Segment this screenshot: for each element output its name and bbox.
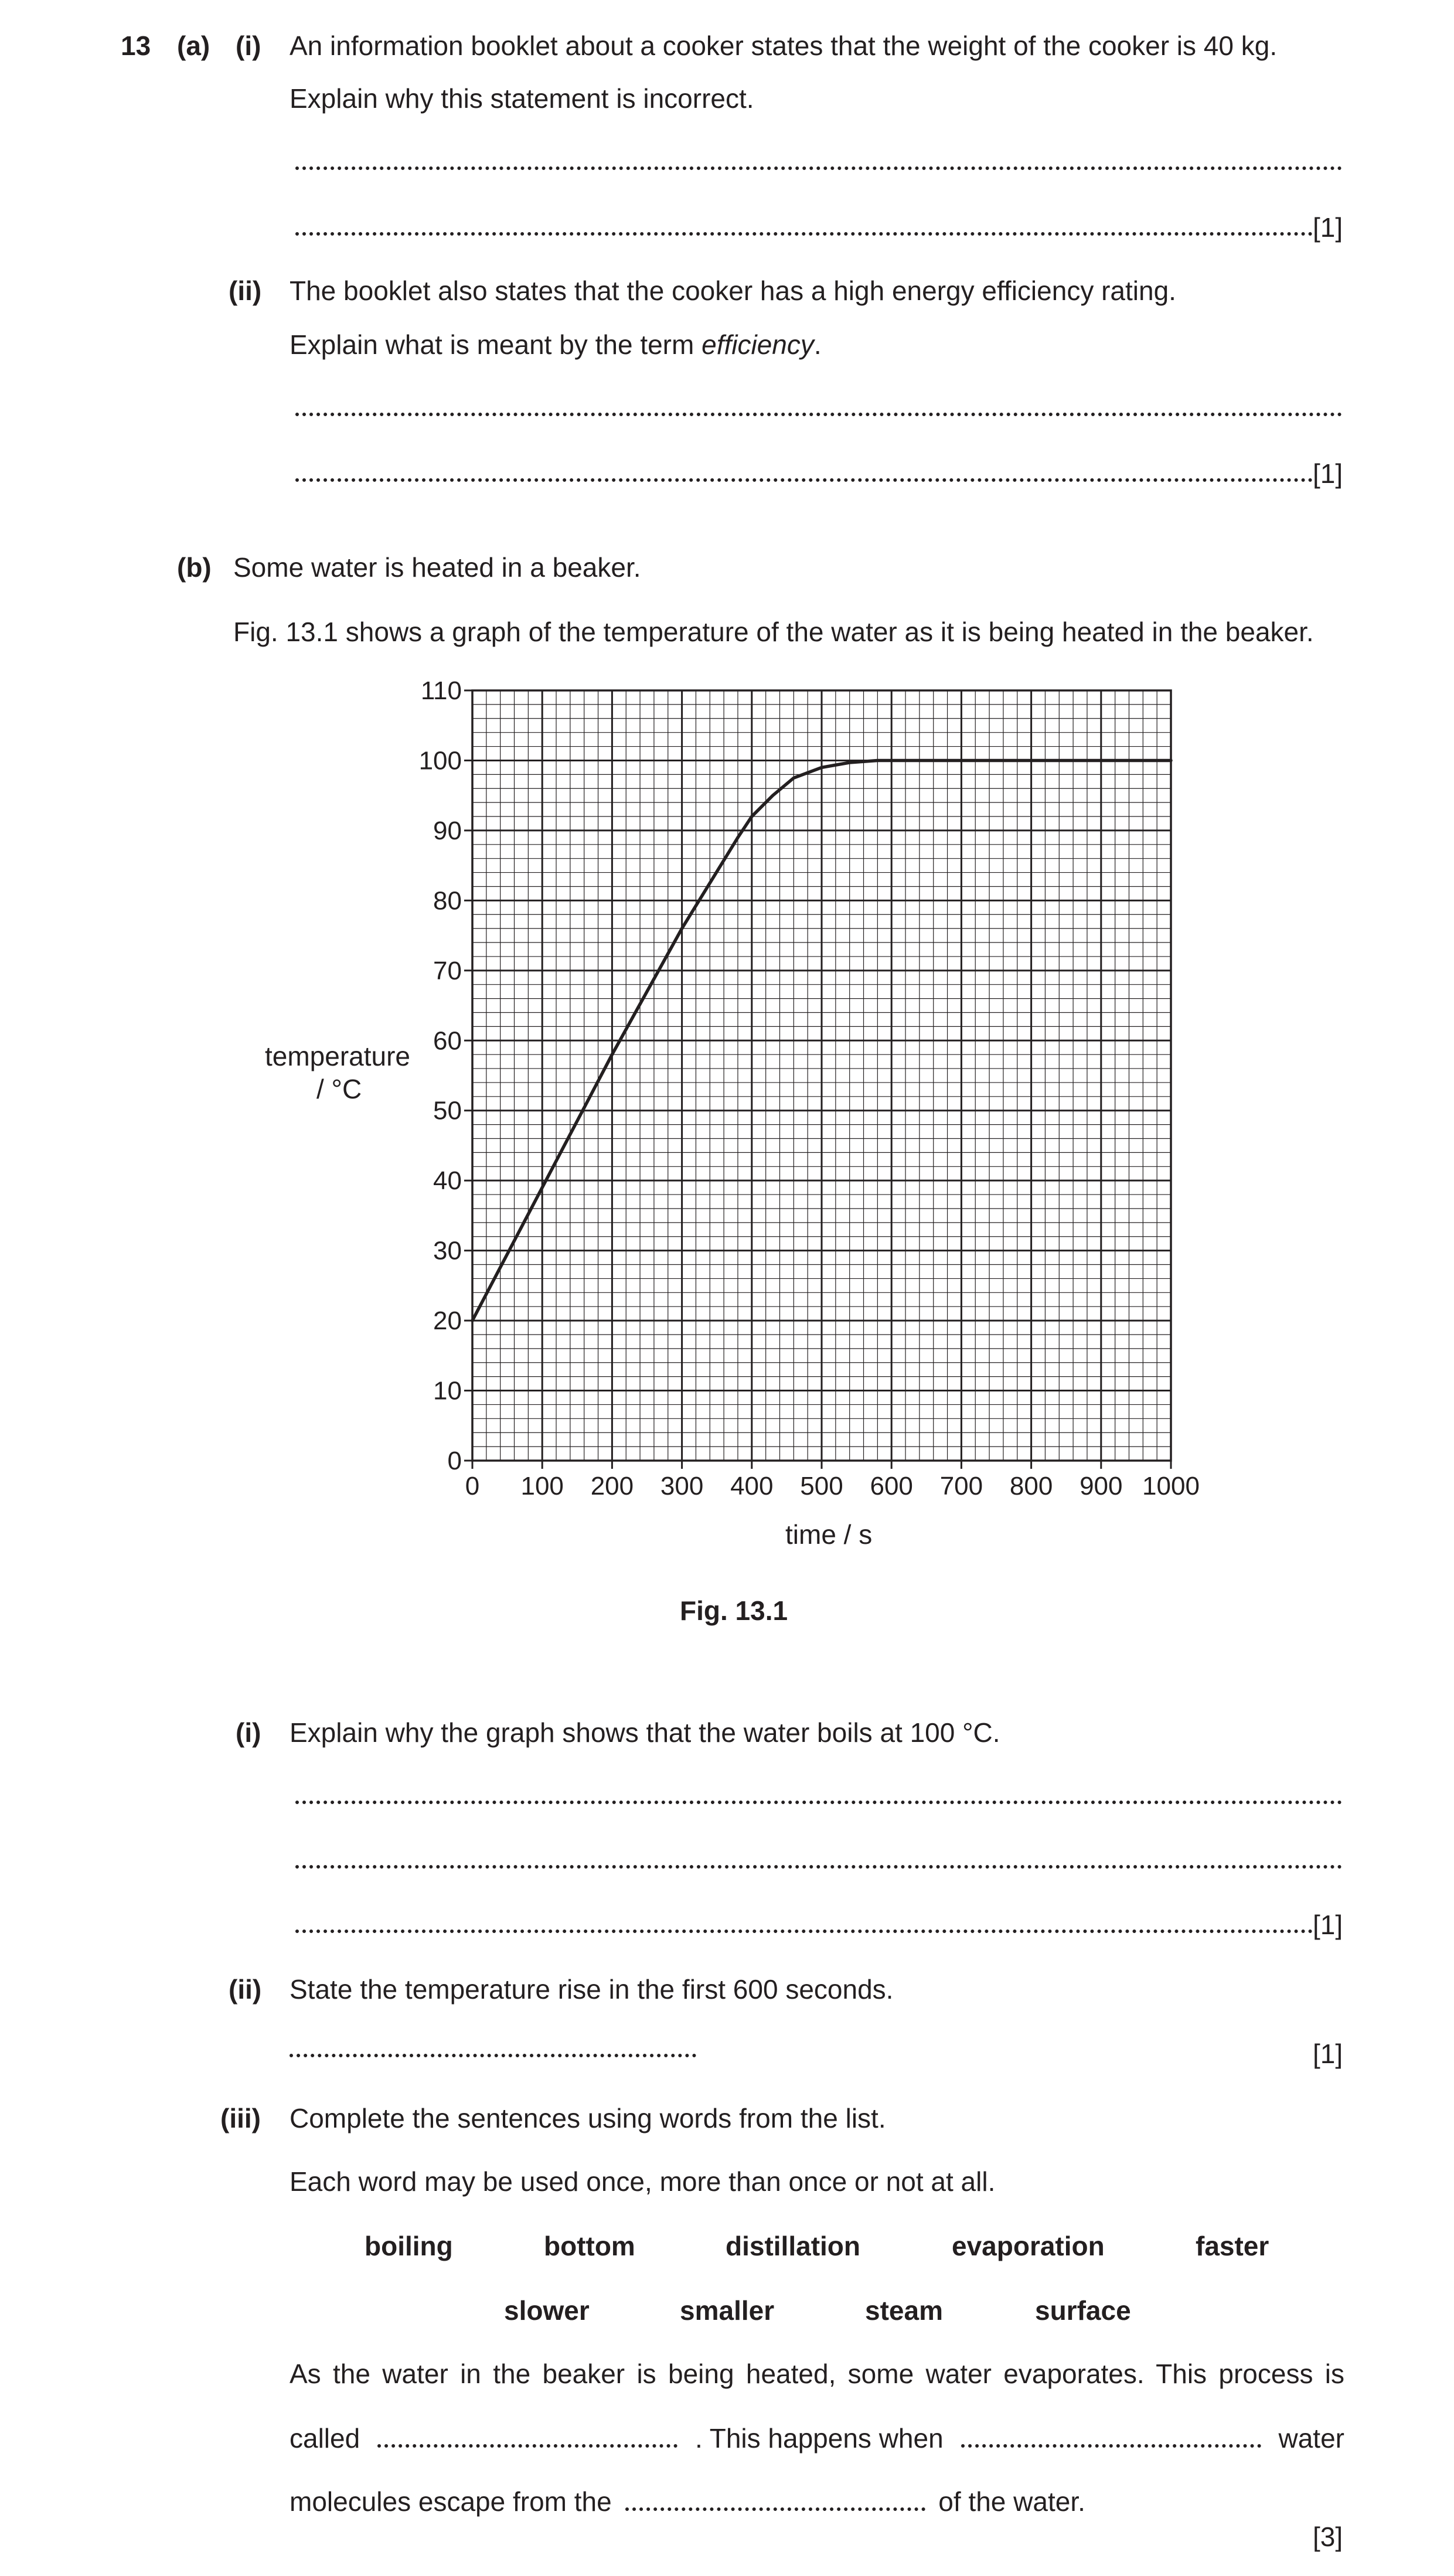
mark-allocation: [1] bbox=[1313, 212, 1343, 243]
y-tick-label: 60 bbox=[433, 1026, 462, 1056]
text-segment: molecules escape from the bbox=[290, 2486, 612, 2517]
mark-allocation: [1] bbox=[1313, 2039, 1343, 2069]
y-tick-label: 40 bbox=[433, 1166, 462, 1196]
part-b-i-text: Explain why the graph shows that the water boils at 100 °C. bbox=[290, 1717, 1000, 1748]
x-tick-label: 0 bbox=[465, 1472, 480, 1500]
answer-line[interactable] bbox=[295, 476, 1313, 482]
mark-allocation: [3] bbox=[1313, 2521, 1343, 2552]
word-list-item: distillation bbox=[726, 2231, 860, 2261]
text-segment: Explain what is meant by the term bbox=[290, 329, 702, 360]
part-a-i-label: (i) bbox=[236, 30, 261, 61]
x-tick-label: 900 bbox=[1080, 1472, 1123, 1500]
y-tick-label: 0 bbox=[447, 1447, 462, 1475]
part-b-ii-label: (ii) bbox=[229, 1974, 262, 2005]
text-segment: water bbox=[1278, 2423, 1344, 2454]
y-tick-label: 50 bbox=[433, 1096, 462, 1125]
text-segment: . This happens when bbox=[695, 2423, 944, 2454]
part-b-iii-label: (iii) bbox=[220, 2103, 261, 2133]
part-a-i-text-line2: Explain why this statement is incorrect. bbox=[290, 83, 754, 114]
answer-line[interactable] bbox=[295, 1863, 1342, 1869]
word-list-item: smaller bbox=[680, 2295, 775, 2326]
x-tick-label: 400 bbox=[730, 1472, 774, 1500]
answer-line[interactable] bbox=[295, 410, 1342, 416]
x-tick-label: 300 bbox=[660, 1472, 704, 1500]
y-tick-label: 20 bbox=[433, 1306, 462, 1336]
fill-in-blank[interactable] bbox=[961, 2427, 1261, 2448]
figure-caption: Fig. 13.1 bbox=[680, 1595, 788, 1626]
answer-line[interactable] bbox=[295, 1798, 1342, 1804]
mark-allocation: [1] bbox=[1313, 458, 1343, 489]
y-tick-label: 110 bbox=[420, 676, 462, 705]
part-b-i-label: (i) bbox=[236, 1717, 261, 1748]
word-list-item: faster bbox=[1196, 2231, 1269, 2261]
figure-intro: Fig. 13.1 shows a graph of the temperature of the water as it is being heated in the beaker. bbox=[233, 617, 1314, 647]
x-tick-label: 600 bbox=[870, 1472, 913, 1500]
x-tick-label: 700 bbox=[939, 1472, 983, 1500]
y-tick-label: 70 bbox=[433, 956, 462, 985]
x-tick-label: 200 bbox=[590, 1472, 634, 1500]
answer-line[interactable] bbox=[295, 230, 1313, 236]
part-b-ii-text: State the temperature rise in the first 600 seconds. bbox=[290, 1974, 894, 2005]
text-segment: called bbox=[290, 2423, 360, 2454]
x-tick-label: 500 bbox=[800, 1472, 843, 1500]
text-segment: . bbox=[813, 329, 822, 360]
sentence-line1: As the water in the beaker is being heated, some water evaporates. This process is bbox=[290, 2359, 1344, 2389]
word-list-item: evaporation bbox=[952, 2231, 1105, 2261]
text-segment: of the water. bbox=[938, 2486, 1085, 2517]
y-tick-label: 90 bbox=[433, 816, 462, 845]
x-tick-label: 1000 bbox=[1142, 1472, 1200, 1500]
temperature-time-graph bbox=[0, 645, 1454, 1653]
x-tick-label: 800 bbox=[1009, 1472, 1053, 1500]
x-tick-label: 100 bbox=[520, 1472, 564, 1500]
y-axis-label-line1: temperature bbox=[265, 1041, 411, 1071]
part-b-iii-text1: Complete the sentences using words from the list. bbox=[290, 2103, 886, 2133]
word-list-item: boiling bbox=[365, 2231, 453, 2261]
y-axis-label-line2: / °C bbox=[316, 1074, 362, 1104]
part-a-ii-label: (ii) bbox=[229, 275, 262, 306]
fill-in-blank[interactable] bbox=[625, 2490, 925, 2511]
answer-line[interactable] bbox=[295, 164, 1342, 170]
part-a-ii-text-line2 bbox=[290, 328, 822, 361]
part-a-i-text-line1: An information booklet about a cooker states that the weight of the cooker is 40 kg. bbox=[290, 30, 1278, 61]
y-tick-label: 30 bbox=[433, 1236, 462, 1265]
y-tick-label: 80 bbox=[433, 886, 462, 916]
part-b-label: (b) bbox=[177, 552, 212, 583]
word-list-item: bottom bbox=[544, 2231, 635, 2261]
part-b-iii-text2: Each word may be used once, more than once or not at all. bbox=[290, 2166, 996, 2197]
x-axis-label: time / s bbox=[785, 1519, 873, 1550]
sentence-line3 bbox=[290, 2485, 1085, 2518]
part-b-intro: Some water is heated in a beaker. bbox=[233, 552, 641, 583]
part-a-ii-text-line1: The booklet also states that the cooker has a high energy efficiency rating. bbox=[290, 275, 1176, 306]
y-tick-label: 10 bbox=[433, 1376, 462, 1406]
emphasis-term: efficiency bbox=[702, 329, 814, 360]
answer-line[interactable] bbox=[295, 1927, 1313, 1933]
part-a-label: (a) bbox=[177, 30, 210, 61]
word-list-item: steam bbox=[865, 2295, 943, 2326]
y-tick-label: 100 bbox=[418, 746, 462, 775]
sentence-line2 bbox=[290, 2422, 1344, 2455]
fill-in-blank[interactable] bbox=[377, 2427, 677, 2448]
word-list-item: slower bbox=[504, 2295, 590, 2326]
answer-line-short[interactable] bbox=[290, 2051, 696, 2057]
word-list-item: surface bbox=[1035, 2295, 1131, 2326]
mark-allocation: [1] bbox=[1313, 1910, 1343, 1940]
question-number: 13 bbox=[121, 30, 151, 61]
